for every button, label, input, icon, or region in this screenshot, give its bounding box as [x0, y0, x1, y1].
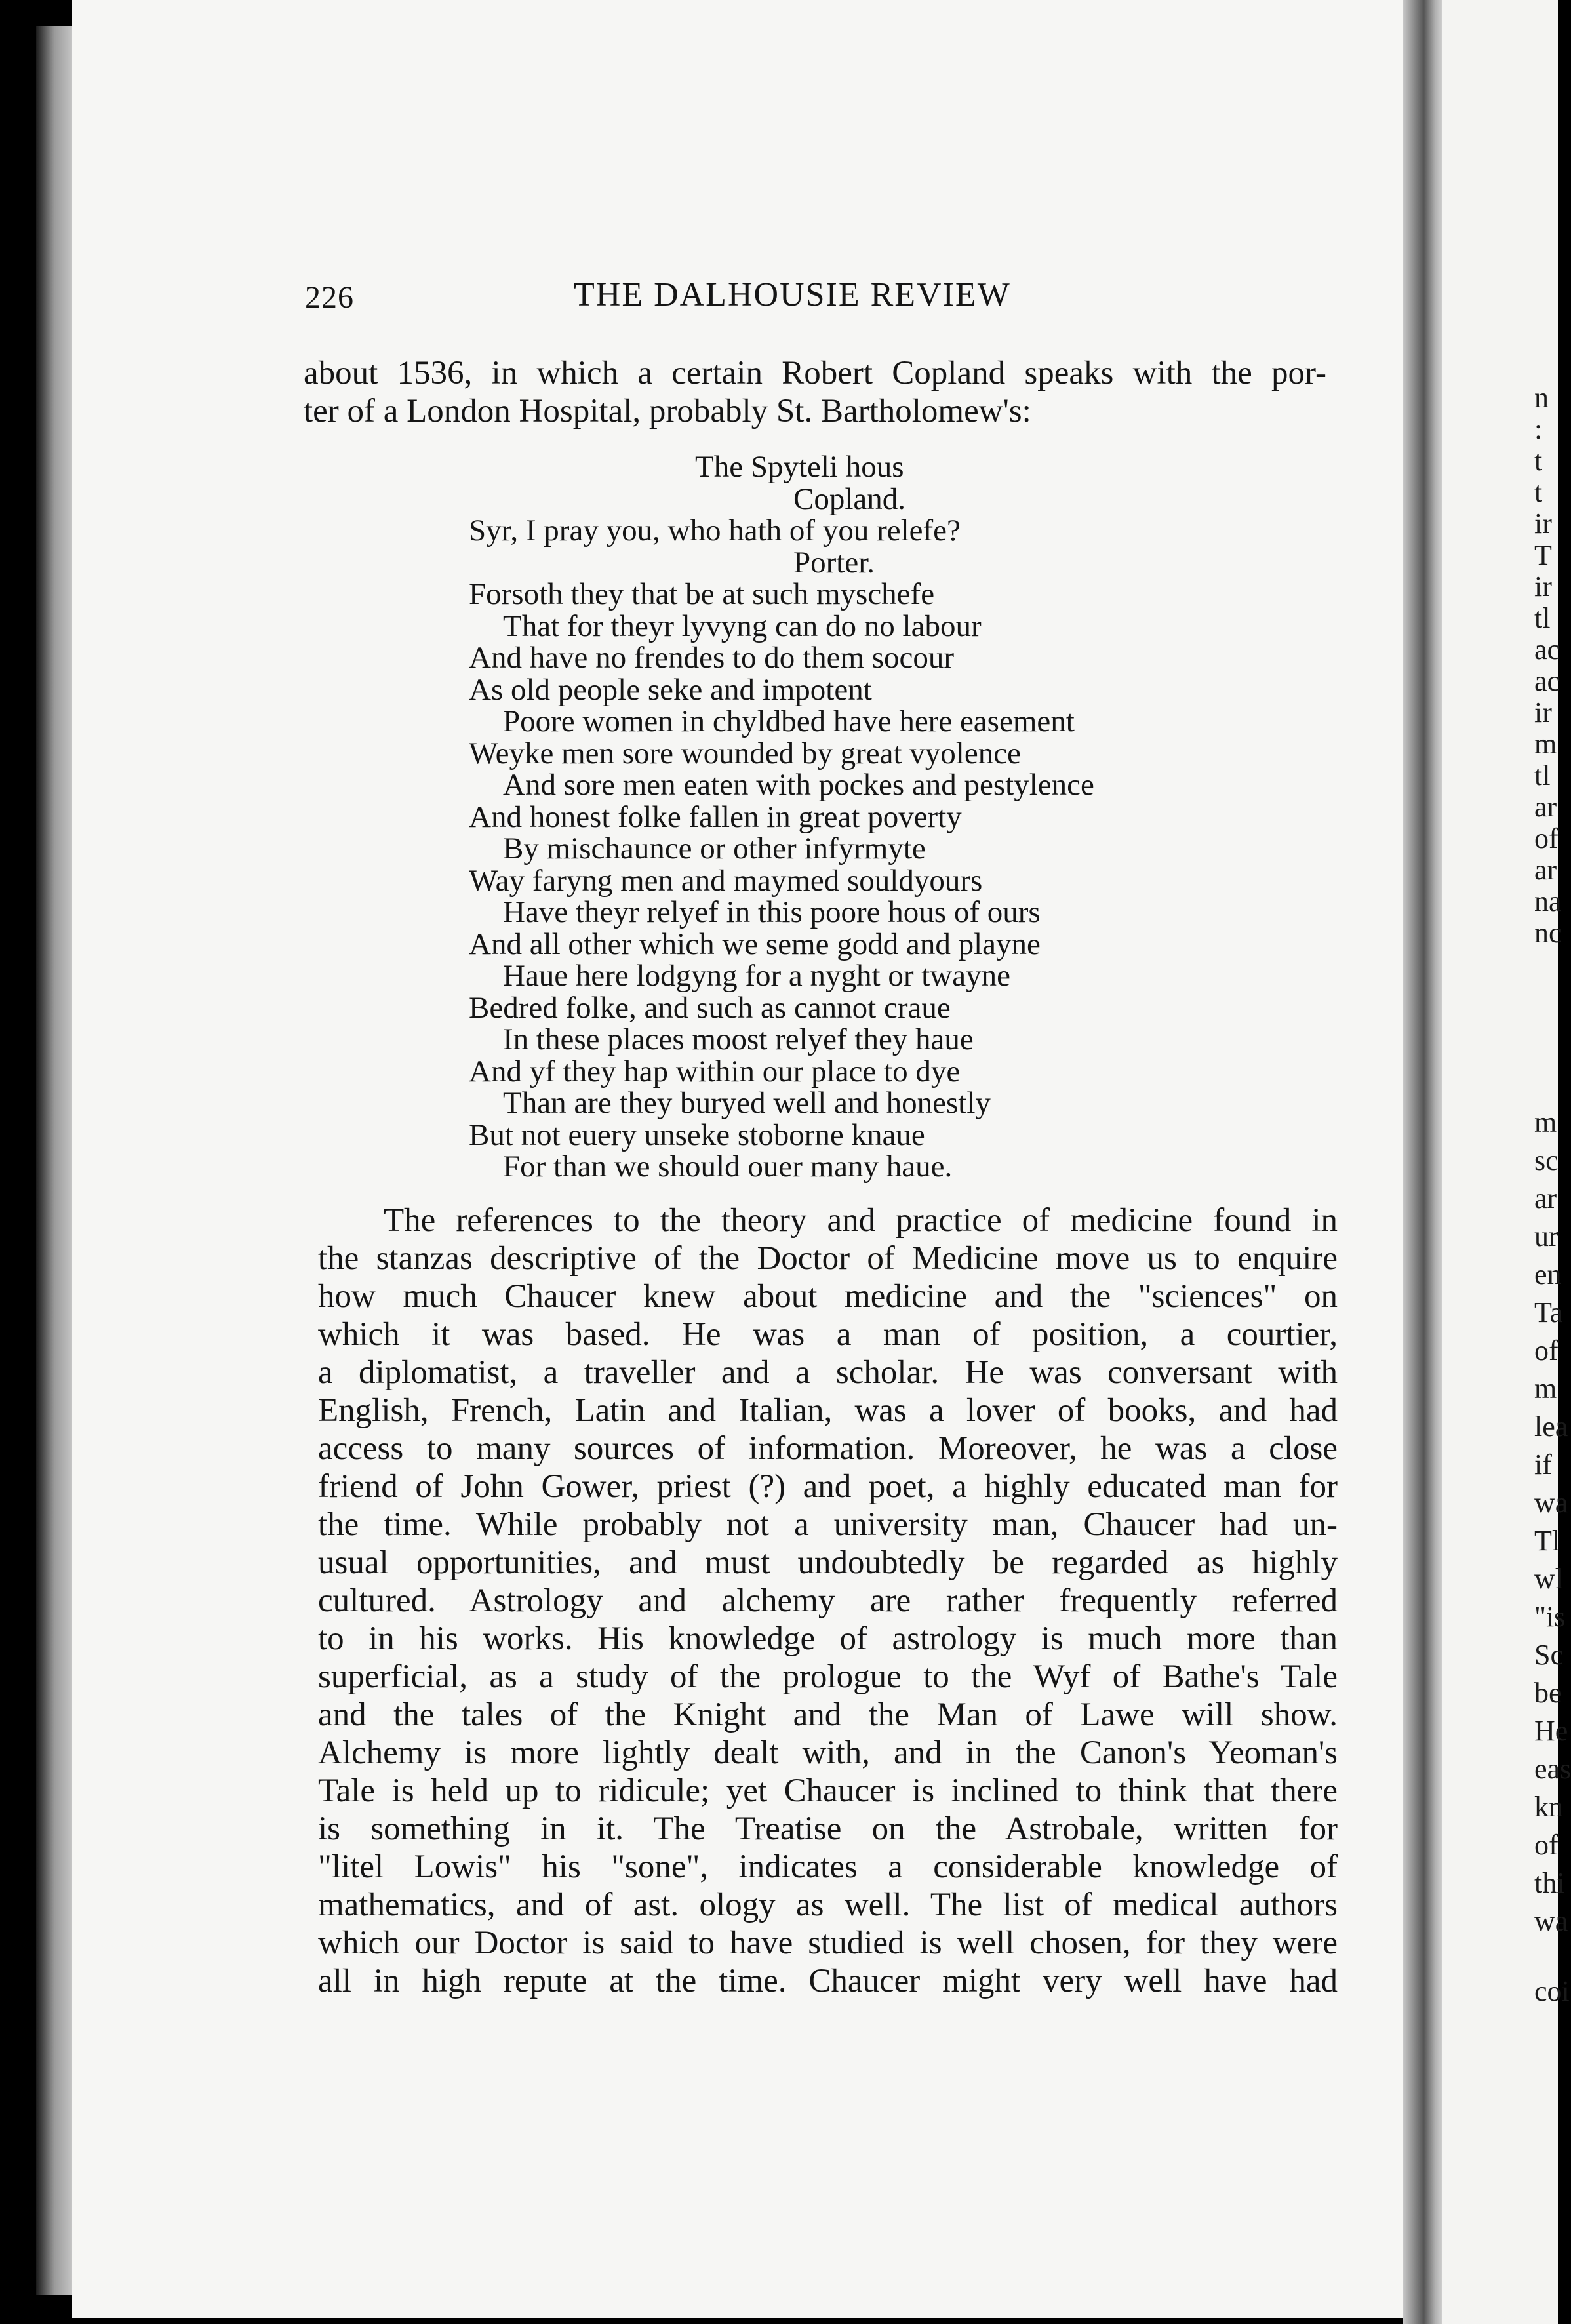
facing-page-text-fragment: ac [1534, 665, 1561, 697]
body-line: how much Chaucer knew about medicine and the "sciences" on [318, 1278, 1338, 1315]
facing-page-text-fragment: tl [1534, 759, 1551, 791]
poem-verse: For than we should ouer many haue. [503, 1150, 953, 1184]
facing-page-text-fragment: of [1534, 1829, 1559, 1861]
body-line: Alchemy is more lightly dealt with, and in the Canon's Yeoman's [318, 1734, 1338, 1771]
facing-page-text-fragment: : [1534, 413, 1543, 445]
facing-page-text-fragment: ur [1534, 1220, 1559, 1252]
facing-page-text-fragment: be [1534, 1677, 1562, 1709]
poem-verse: And sore men eaten with pockes and pestylence [503, 768, 1094, 802]
facing-page-text-fragment: "is [1534, 1601, 1566, 1633]
poem-verse: By mischaunce or other infyrmyte [503, 831, 926, 866]
poem-verse: As old people seke and impotent [469, 672, 872, 707]
poem-verse: And yf they hap within our place to dye [469, 1054, 961, 1089]
facing-page-text-fragment: coi [1534, 1975, 1570, 2007]
poem-verse: That for theyr lyvyng can do no labour [503, 609, 982, 643]
poem-verse: Have theyr relyef in this poore hous of ours [503, 895, 1041, 929]
facing-page-text-fragment: ac [1534, 633, 1561, 666]
facing-page-text-fragment: wa [1534, 1905, 1568, 1937]
body-line: mathematics, and of ast. ology as well. The list of medical authors [318, 1887, 1338, 1923]
poem-verse: Way faryng men and maymed souldyours [469, 863, 983, 898]
facing-page-text-fragment: n [1534, 382, 1549, 414]
body-line: usual opportunities, and must undoubtedly be regarded as highly [318, 1544, 1338, 1581]
facing-page-text-fragment: m [1534, 728, 1557, 760]
body-line: the time. While probably not a university man, Chaucer had un- [318, 1506, 1338, 1543]
facing-page-text-fragment: t [1534, 476, 1543, 508]
facing-page-text-fragment: kn [1534, 1791, 1563, 1823]
poem-quotation [469, 451, 1256, 1183]
facing-page-text-fragment: tl [1534, 602, 1551, 634]
facing-page-text-fragment: lea [1534, 1411, 1568, 1443]
poem-verse: Forsoth they that be at such myschefe [469, 577, 935, 611]
poem-verse: Weyke men sore wounded by great vyolence [469, 736, 1021, 771]
poem-verse: Bedred folke, and such as cannot craue [469, 990, 951, 1025]
body-line: and the tales of the Knight and the Man of Lawe will show. [318, 1696, 1338, 1733]
poem-verse: Haue here lodgyng for a nyght or twayne [503, 959, 1010, 993]
body-line: a diplomatist, a traveller and a scholar. He was conversant with [318, 1354, 1338, 1391]
running-header [305, 276, 1387, 325]
facing-page-text-fragment: wl [1534, 1563, 1563, 1595]
intro-line: about 1536, in which a certain Robert Copland speaks with the por- [304, 355, 1326, 391]
facing-page-text-fragment: wa [1534, 1487, 1568, 1519]
poem-verse: And have no frendes to do them socour [469, 641, 955, 675]
facing-page-text-fragment: Ta [1534, 1296, 1563, 1329]
facing-page-text-fragment: Sc [1534, 1639, 1563, 1671]
body-line: to in his works. His knowledge of astrology is much more than [318, 1620, 1338, 1657]
facing-page-text-fragment: ar [1534, 1182, 1557, 1214]
body-line: superficial, as a study of the prologue to the Wyf of Bathe's Tale [318, 1658, 1338, 1695]
running-title: THE DALHOUSIE REVIEW [574, 276, 1011, 313]
poem-verse: In these places moost relyef they haue [503, 1022, 974, 1056]
poem-verse: But not euery unseke stoborne knaue [469, 1117, 925, 1152]
speaker-label: Copland. [793, 481, 906, 516]
poem-verse: And all other which we seme godd and playne [469, 927, 1041, 961]
facing-page-text-fragment: ir [1534, 571, 1552, 603]
facing-page-text-fragment: sc [1534, 1144, 1559, 1176]
facing-page-text-fragment: ar [1534, 791, 1557, 823]
facing-page-text-fragment: ar [1534, 854, 1557, 886]
body-line: all in high repute at the time. Chaucer might very well have had [318, 1963, 1338, 1999]
facing-page-text-fragment: m [1534, 1106, 1557, 1138]
facing-page-text-fragment: m [1534, 1372, 1557, 1405]
facing-page-text-fragment: t [1534, 445, 1543, 477]
body-line: is something in it. The Treatise on the Astrobale, written for [318, 1811, 1338, 1847]
facing-page-text-fragment: thi [1534, 1867, 1565, 1899]
poem-verse: Than are they buryed well and honestly [503, 1086, 991, 1120]
facing-page-text-fragment: nc [1534, 917, 1562, 949]
poem-verse: And honest folke fallen in great poverty [469, 799, 962, 834]
body-paragraph [318, 1201, 1338, 2000]
body-line: "litel Lowis" his "sone", indicates a considerable knowledge of [318, 1849, 1338, 1885]
body-line: Tale is held up to ridicule; yet Chaucer is inclined to think that there [318, 1773, 1338, 1809]
speaker-label: Porter. [793, 545, 875, 580]
body-line: which our Doctor is said to have studied is well chosen, for they were [318, 1925, 1338, 1961]
facing-page-text-fragment: Tl [1534, 1525, 1561, 1557]
facing-page-text-fragment: T [1534, 539, 1552, 571]
facing-page-text-fragment: He [1534, 1715, 1568, 1747]
body-line: The references to the theory and practice of medicine found in [384, 1202, 1338, 1239]
poem-verse: Poore women in chyldbed have here easement [503, 704, 1075, 738]
facing-page-text-fragment: na [1534, 885, 1562, 917]
body-line: which it was based. He was a man of position, a courtier, [318, 1316, 1338, 1353]
intro-paragraph [304, 354, 1326, 430]
intro-line: ter of a London Hospital, probably St. Bartholomew's: [304, 393, 1031, 430]
facing-page-text-fragment: ir [1534, 508, 1552, 540]
body-line: cultured. Astrology and alchemy are rather frequently referred [318, 1582, 1338, 1619]
facing-page-text-fragment: if [1534, 1449, 1552, 1481]
body-line: the stanzas descriptive of the Doctor of Medicine move us to enquire [318, 1240, 1338, 1277]
body-line: friend of John Gower, priest (?) and poet, a highly educated man for [318, 1468, 1338, 1505]
facing-page [1442, 0, 1571, 2324]
poem-title: The Spyteli hous [695, 450, 904, 484]
body-line: access to many sources of information. Moreover, he was a close [318, 1430, 1338, 1467]
page-number: 226 [305, 280, 354, 315]
facing-page-text-fragment: ir [1534, 696, 1552, 729]
poem-question: Syr, I pray you, who hath of you relefe? [469, 513, 961, 548]
body-line: English, French, Latin and Italian, was a lover of books, and had [318, 1392, 1338, 1429]
facing-page-text-fragment: of [1534, 822, 1559, 854]
facing-page-text-fragment: en [1534, 1258, 1562, 1291]
facing-page-text-fragment: of [1534, 1334, 1559, 1367]
facing-page-text-fragment: eas [1534, 1753, 1571, 1785]
